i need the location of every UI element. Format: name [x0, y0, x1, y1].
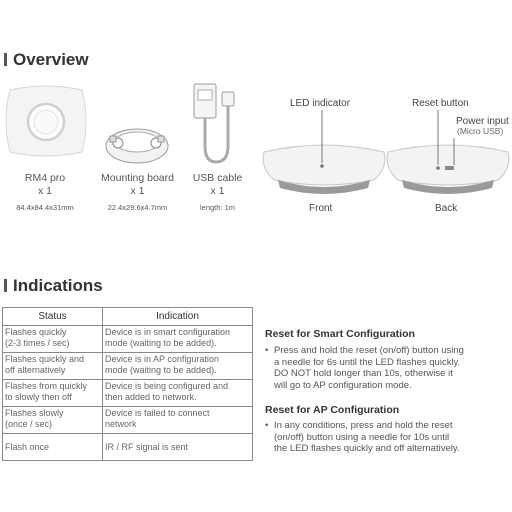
table-row [3, 353, 253, 380]
status-cell: Flashes slowly (once / sec) [3, 407, 103, 434]
product-name: Mounting board [101, 172, 174, 184]
mounting-board-image [100, 118, 175, 168]
status-cell: Flashes from quickly to slowly then off [3, 380, 103, 407]
table-row [3, 326, 253, 353]
indication-cell: Device is in AP configuration mode (waiting to be added). [103, 353, 253, 380]
product-dim: 22.4x29.6x4.7mm [107, 203, 168, 212]
product-qty: x 1 [210, 185, 225, 197]
reset-ap-title: Reset for AP Configuration [265, 404, 400, 416]
status-cell: Flash once [3, 434, 103, 461]
product-name: RM4 pro [24, 172, 66, 184]
led-indicator-label: LED indicator [290, 98, 351, 109]
indication-cell: IR / RF signal is sent [103, 434, 253, 461]
rm4-pro-image [0, 82, 92, 164]
product-dim: 84.4x84.4x31mm [16, 203, 74, 212]
overview-heading: Overview [4, 50, 89, 70]
reset-ap-body: • In any conditions, press and hold the reset (on/off) button using a needle for 10s until the LED flashes quickly and off alternatively. [265, 420, 460, 454]
product-mounting-board [90, 172, 185, 212]
indication-cell: Device is being configured and then added to network. [103, 380, 253, 407]
table-header-row [3, 308, 253, 326]
usb-cable-image [192, 82, 244, 166]
product-dim: length: 1m [199, 203, 236, 212]
status-cell: Flashes quickly and off alternatively [3, 353, 103, 380]
power-input-sub-label: (Micro USB) [457, 126, 504, 136]
section-marker [4, 279, 7, 292]
product-rm4pro [0, 172, 90, 212]
front-view-image [263, 110, 385, 194]
product-name: USB cable [192, 172, 243, 184]
indication-header: Indication [103, 308, 253, 326]
power-input-label: Power input [456, 116, 509, 127]
table-row [3, 434, 253, 461]
table-row [3, 407, 253, 434]
status-cell: Flashes quickly (2-3 times / sec) [3, 326, 103, 353]
reset-smart-title: Reset for Smart Configuration [265, 328, 415, 340]
section-marker [4, 53, 7, 66]
reset-button-label: Reset button [412, 98, 469, 109]
indications-table [2, 307, 253, 461]
indication-cell: Device is failed to connect network [103, 407, 253, 434]
back-label: Back [435, 203, 458, 214]
product-qty: x 1 [130, 185, 145, 197]
bullet-icon: • [265, 420, 269, 431]
status-header: Status [3, 308, 103, 326]
front-label: Front [309, 203, 333, 214]
product-usb-cable [185, 172, 250, 212]
table-row [3, 380, 253, 407]
bullet-icon: • [265, 345, 269, 356]
indications-heading: Indications [4, 276, 103, 296]
product-qty: x 1 [37, 185, 52, 197]
indication-cell: Device is in smart configuration mode (waiting to be added). [103, 326, 253, 353]
reset-smart-body: • Press and hold the reset (on/off) button using a needle for 6s until the LED flashes quickly. DO NOT hold longer than 10s, otherwise it will go to AP configuration mode. [265, 345, 464, 391]
